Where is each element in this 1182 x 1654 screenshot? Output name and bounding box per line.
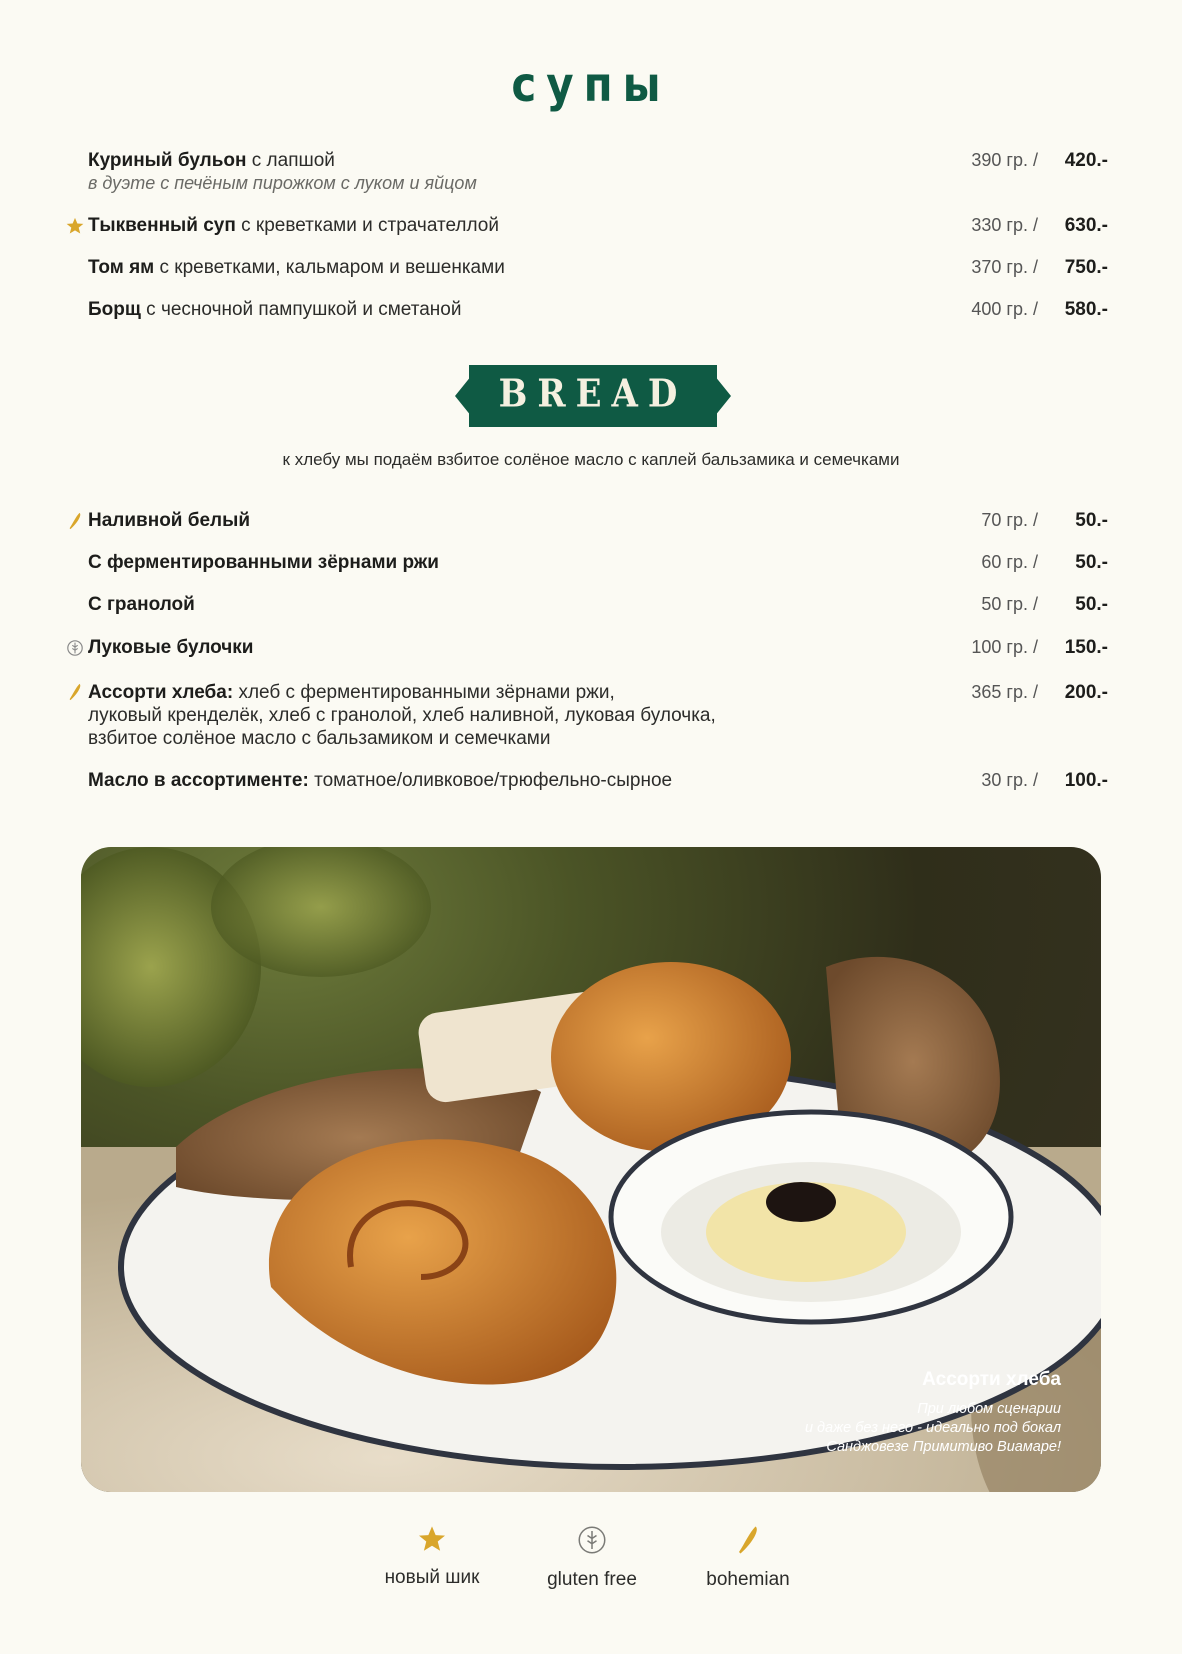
menu-item xyxy=(88,215,1108,237)
menu-item xyxy=(88,257,1108,279)
legend-label: новый шик xyxy=(384,1567,480,1588)
caption-line: Санджовезе Примитиво Виамаре! xyxy=(826,1439,1061,1455)
menu-item xyxy=(88,552,1108,574)
item-desc: с креветками и страчателлой xyxy=(235,215,499,236)
item-price: 580.- xyxy=(1064,299,1108,320)
photo-caption-title: Ассорти хлеба xyxy=(922,1369,1061,1390)
item-price: 750.- xyxy=(1064,257,1108,278)
item-name: Куриный бульон xyxy=(88,150,247,171)
menu-item xyxy=(88,637,1108,659)
menu-item xyxy=(88,770,1108,792)
item-price: 100.- xyxy=(1064,770,1108,791)
item-price: 150.- xyxy=(1064,637,1108,658)
star-icon xyxy=(66,217,84,235)
legend xyxy=(0,1525,1182,1615)
item-weight: 70 гр. / xyxy=(981,510,1038,530)
bread-note: к хлебу мы подаём взбитое солёное масло с каплей бальзамика и семечками xyxy=(282,450,900,469)
caption-line: и даже без него - идеально под бокал xyxy=(804,1420,1061,1436)
feather-icon xyxy=(66,683,84,701)
bread-assortment-photo xyxy=(81,847,1101,1492)
item-name: С гранолой xyxy=(88,594,195,615)
legend-label: bohemian xyxy=(706,1569,790,1590)
gluten-free-icon xyxy=(577,1525,607,1555)
item-name: С ферментированными зёрнами ржи xyxy=(88,552,439,573)
item-weight: 30 гр. / xyxy=(981,770,1038,790)
item-price: 420.- xyxy=(1064,150,1108,171)
item-price: 50.- xyxy=(1075,552,1108,573)
bread-title: BREAD xyxy=(498,371,688,417)
caption-line: При любом сценарии xyxy=(917,1401,1061,1417)
item-weight: 50 гр. / xyxy=(981,594,1038,614)
item-price: 50.- xyxy=(1075,594,1108,615)
item-name: Масло в ассортименте: xyxy=(88,770,309,791)
item-subtitle: в дуэте с печёным пирожком с луком и яйцом xyxy=(88,173,477,193)
menu-item xyxy=(88,681,1108,750)
item-desc: с чесночной пампушкой и сметаной xyxy=(140,299,462,320)
bread-plate-illustration xyxy=(81,847,1101,1492)
item-weight: 370 гр. / xyxy=(971,257,1038,277)
item-weight: 100 гр. / xyxy=(971,637,1038,657)
feather-icon xyxy=(66,512,84,530)
soups-title: супы xyxy=(511,56,671,113)
item-name: Луковые булочки xyxy=(88,637,254,658)
item-weight: 390 гр. / xyxy=(971,150,1038,170)
legend-item-bohemian xyxy=(668,1525,828,1591)
item-weight: 60 гр. / xyxy=(981,552,1038,572)
item-name: Борщ xyxy=(88,299,141,320)
legend-label: gluten free xyxy=(547,1569,637,1590)
item-name: Том ям xyxy=(88,257,155,278)
legend-item-new-chic xyxy=(352,1525,512,1589)
menu-item xyxy=(88,150,1108,194)
item-weight: 400 гр. / xyxy=(971,299,1038,319)
item-desc-line: взбитое солёное масло с бальзамиком и семечками xyxy=(88,728,551,749)
menu-item xyxy=(88,594,1108,616)
item-weight: 330 гр. / xyxy=(971,215,1038,235)
menu-item xyxy=(88,510,1108,532)
menu-item xyxy=(88,299,1108,321)
item-desc-line: луковый кренделёк, хлеб с гранолой, хлеб наливной, луковая булочка, xyxy=(88,705,716,726)
star-icon xyxy=(418,1525,446,1553)
item-price: 200.- xyxy=(1064,682,1108,703)
item-desc: томатное/оливковое/трюфельно-сырное xyxy=(308,770,673,791)
feather-icon xyxy=(733,1525,763,1555)
item-price: 630.- xyxy=(1064,215,1108,236)
item-name: Тыквенный суп xyxy=(88,215,236,236)
item-weight: 365 гр. / xyxy=(971,682,1038,702)
item-price: 50.- xyxy=(1075,510,1108,531)
item-name: Ассорти хлеба: xyxy=(88,682,234,703)
legend-item-gluten-free xyxy=(512,1525,672,1591)
gluten-free-icon xyxy=(66,639,84,657)
photo-caption-text xyxy=(721,1400,1061,1457)
item-name: Наливной белый xyxy=(88,510,251,531)
item-desc: с креветками, кальмаром и вешенками xyxy=(154,257,505,278)
item-desc: хлеб с ферментированными зёрнами ржи, xyxy=(233,682,615,703)
item-desc: с лапшой xyxy=(246,150,335,171)
